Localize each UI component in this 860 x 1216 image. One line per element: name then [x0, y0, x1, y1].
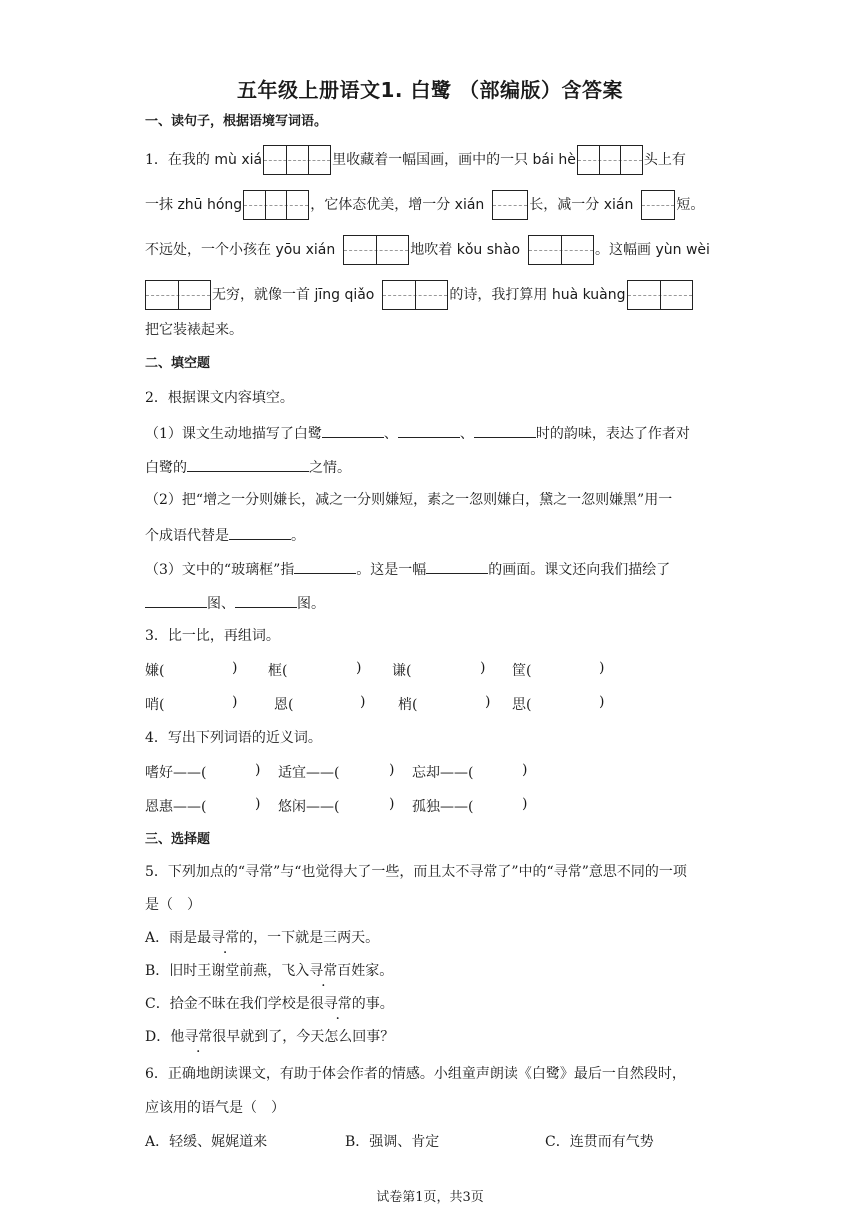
- q6-option-b[interactable]: B．强调、肯定: [345, 1134, 440, 1150]
- pinyin-jingqiao: jīng qiǎo: [314, 287, 375, 303]
- q6-stem-line-2: 应该用的语气是（ ）: [145, 1100, 285, 1116]
- answer-grid-xian-2[interactable]: [641, 190, 675, 220]
- pinyin-xian-1: xián: [454, 197, 485, 213]
- q2-part-2-line-1: （2）把“增之一分则嫌长，减之一分则嫌短，素之一忽则嫌白，黛之一忽则嫌黑”用一: [145, 492, 673, 508]
- q2-part-2-line-2: 个成语代替是 。: [145, 524, 305, 546]
- page-footer: 试卷第1页，共3页: [376, 1190, 484, 1205]
- q5-option-b[interactable]: B．旧时王谢堂前燕，飞入寻常百姓家。: [145, 963, 394, 979]
- blank[interactable]: [235, 592, 297, 608]
- q6-stem-line-1: 6．正确地朗读课文，有助于体会作者的情感。小组童声朗读《白鹭》最后一自然段时，: [145, 1066, 686, 1082]
- page-title: 五年级上册语文1. 白鹭 （部编版）含答案: [237, 78, 623, 102]
- pinyin-muxia: mù xiá: [214, 152, 263, 168]
- q1-line-3: 不远处，一个小孩在 yōu xián 地吹着 kǒu shào 。这幅画 yùn wèi: [145, 235, 710, 265]
- section-2-heading: 二、填空题: [145, 356, 211, 371]
- answer-grid-xian-1[interactable]: [492, 190, 528, 220]
- q5-option-d[interactable]: D．他寻常很早就到了，今天怎么回事？: [145, 1029, 395, 1045]
- blank[interactable]: [426, 558, 488, 574]
- q3-stem: 3．比一比，再组词。: [145, 628, 280, 644]
- section-3-heading: 三、选择题: [145, 832, 211, 847]
- answer-grid-jingqiao[interactable]: [382, 280, 448, 310]
- q1-line-2: 一抹 zhū hóng ，它体态优美，增一分 xián 长，减一分 xián 短。: [145, 190, 704, 220]
- q1-line-5: 把它装裱起来。: [145, 322, 243, 338]
- answer-grid-huakuang[interactable]: [627, 280, 693, 310]
- blank[interactable]: [322, 422, 384, 438]
- pinyin-baihe: bái hè: [532, 152, 576, 168]
- pinyin-youxian: yōu xián: [275, 242, 336, 258]
- blank[interactable]: [294, 558, 356, 574]
- pinyin-koushao: kǒu shào: [456, 242, 521, 258]
- blank[interactable]: [474, 422, 536, 438]
- answer-grid-youxian[interactable]: [343, 235, 409, 265]
- section-1-heading: 一、读句子，根据语境写词语。: [145, 114, 328, 129]
- pinyin-zhuhong: zhū hóng: [177, 197, 243, 213]
- q1-line-1: 1．在我的 mù xiá 里收藏着一幅国画，画中的一只 bái hè 头上有: [145, 145, 686, 175]
- pinyin-huakuang: huà kuàng: [551, 287, 626, 303]
- pinyin-xian-2: xián: [603, 197, 634, 213]
- q5-stem-line-1: 5．下列加点的“寻常”与“也觉得大了一些，而且太不寻常了”中的“寻常”意思不同的一项: [145, 864, 687, 880]
- answer-grid-muxia[interactable]: [263, 145, 331, 175]
- q2-part-1-line-2: 白鹭的 之情。: [145, 456, 351, 478]
- q2-part-3-line-2: 图、 图。: [145, 592, 325, 614]
- blank[interactable]: [398, 422, 460, 438]
- q6-option-c[interactable]: C．连贯而有气势: [545, 1134, 654, 1150]
- q5-option-a[interactable]: A．雨是最寻常的，一下就是三两天。: [145, 930, 380, 946]
- q2-part-1-line-1: （1）课文生动地描写了白鹭 、 、 时的韵味，表达了作者对: [145, 422, 690, 444]
- q2-stem: 2．根据课文内容填空。: [145, 390, 294, 406]
- q1-line-4: 无穷，就像一首 jīng qiǎo 的诗，我打算用 huà kuàng: [145, 280, 694, 310]
- answer-grid-baihe[interactable]: [577, 145, 643, 175]
- q2-part-3-line-1: （3）文中的“玻璃框”指 。这是一幅 的画面。课文还向我们描绘了: [145, 558, 670, 580]
- q4-stem: 4．写出下列词语的近义词。: [145, 730, 322, 746]
- blank[interactable]: [187, 456, 309, 472]
- pinyin-yunwei: yùn wèi: [655, 242, 710, 258]
- exam-page: 五年级上册语文1. 白鹭 （部编版）含答案 一、读句子，根据语境写词语。 1．在我的 mù xiá 里收藏着一幅国画，画中的一只 bái hè 头上有 一抹 zhū hóng ，它体态优美，增一分 xián 长，减一分 xián 短。 不远处，一个小孩在 yōu xián 地吹着 kǒu shào 。这幅画 yùn wèi 无穷，就像一首 jīng qiǎo 的诗，我打算用 huà kuàng 把它装裱起来。 二、填空题 2．根据课文内容填空。 （1）课文生动地描写了白鹭 、 、 时的韵味，表达了作者对 白鹭的 之情。 （2）把“增之一分则嫌长，减之一分则嫌短，素之一忽则嫌白，黛之一忽则嫌黑”用一 个成语代替是 。 （3）文中的“玻璃框”指 。这是一幅 的画面。课文还向我们描绘了 图、 图。 3．比一比，再组词。 嫌( ) 框( ) 谦( ) 筐( ) 哨( ) 恩( ) 梢( ) 思( ) 4．写出下列词语的近义词。 嗜好——( ) 适宜——( ) 忘却——( ) 恩惠——( ) 悠闲——( ) 孤独——( ) 三、选择题 5．下列加点的“寻常”与“也觉得大了一些，而且太不寻常了”中的“寻常”意思不同的一项 是（ ） A．雨是最寻常的，一下就是三两天。 B．旧时王谢堂前燕，飞入寻常百姓家。 C．拾金不昧在我们学校是很寻常的事。 D．他寻常很早就到了，今天怎么回事？ 6．正确地朗读课文，有助于体会作者的情感。小组童声朗读《白鹭》最后一自然段时， 应该用的语气是（ ） A．轻缓、娓娓道来 B．强调、肯定 C．连贯而有气势 试卷第1页，共3页: [0, 0, 860, 1216]
- blank[interactable]: [145, 592, 207, 608]
- q6-option-a[interactable]: A．轻缓、娓娓道来: [145, 1134, 268, 1150]
- blank[interactable]: [229, 524, 291, 540]
- q5-option-c[interactable]: C．拾金不昧在我们学校是很寻常的事。: [145, 996, 394, 1012]
- answer-grid-yunwei[interactable]: [145, 280, 211, 310]
- answer-grid-zhuhong[interactable]: [243, 190, 309, 220]
- answer-grid-koushao[interactable]: [528, 235, 594, 265]
- q5-stem-line-2: 是（ ）: [145, 897, 201, 913]
